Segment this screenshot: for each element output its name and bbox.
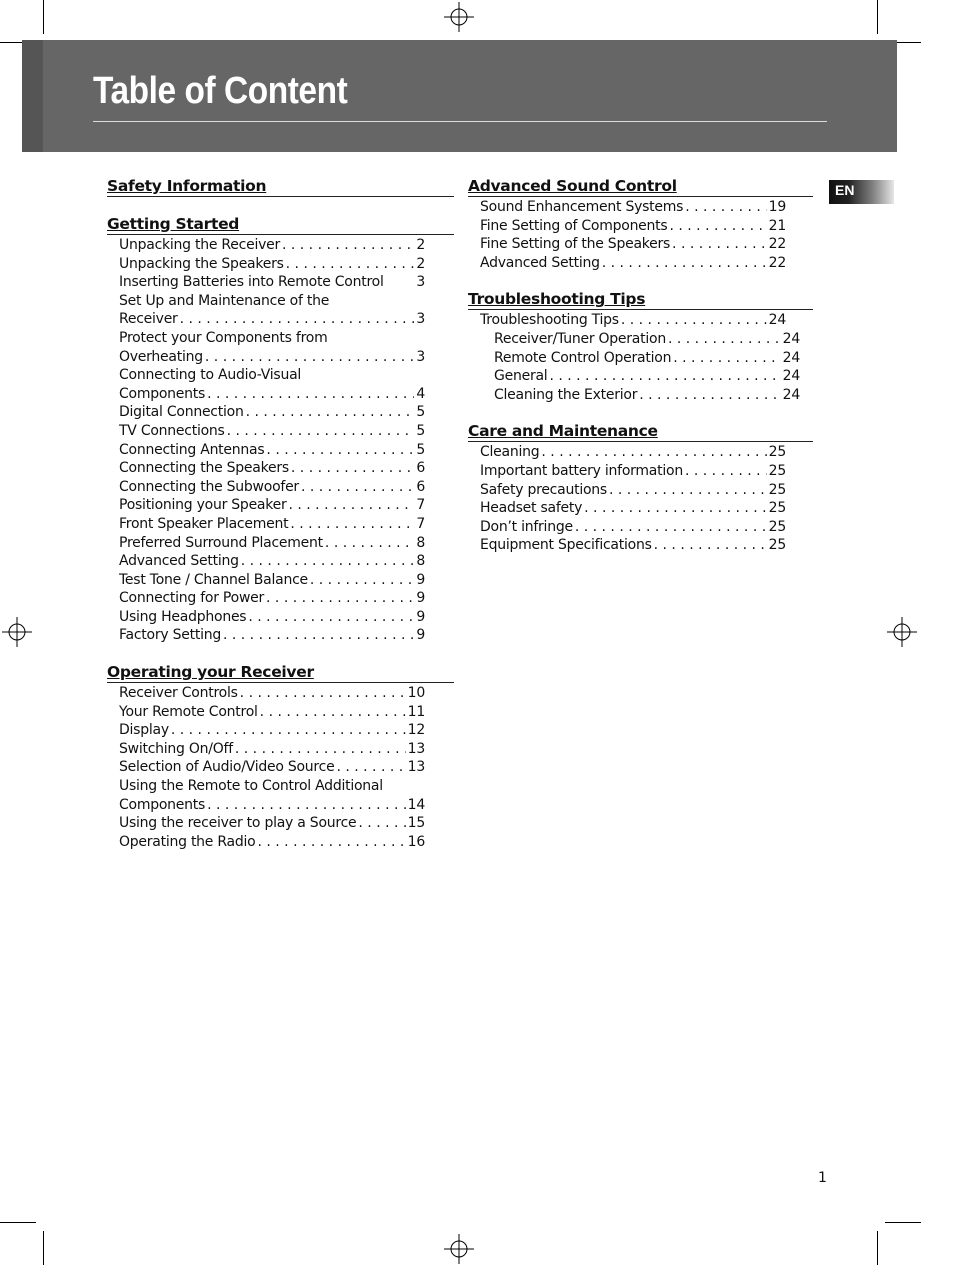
toc-entry-page: 22 [768, 236, 786, 253]
toc-entry[interactable] [119, 385, 425, 404]
toc-entry[interactable] [119, 534, 425, 553]
toc-entry[interactable] [119, 552, 425, 571]
dot-leader [621, 311, 767, 330]
dot-leader [246, 403, 415, 422]
toc-entry[interactable] [119, 478, 425, 497]
toc-entry-list [107, 684, 454, 851]
toc-entry-label: Your Remote Control [119, 703, 258, 720]
toc-entry-page: 5 [416, 422, 425, 439]
toc-entry[interactable] [480, 462, 786, 481]
toc-entry-label: Digital Connection [119, 404, 244, 421]
toc-entry-page: 6 [416, 460, 425, 477]
dot-leader [207, 796, 406, 815]
dot-leader [685, 198, 766, 217]
toc-entry-label: Using the receiver to play a Source [119, 815, 357, 832]
dot-leader [248, 608, 414, 627]
toc-entry-label: Components [119, 385, 206, 402]
dot-leader [207, 385, 414, 404]
registration-mark-icon [887, 617, 917, 647]
dot-leader [386, 273, 415, 292]
toc-entry[interactable] [480, 254, 786, 273]
toc-entry-label: Sound Enhancement Systems [480, 199, 684, 215]
toc-entry-list [107, 236, 454, 645]
toc-entry-page: 19 [768, 199, 786, 215]
toc-entry[interactable] [119, 459, 425, 478]
registration-mark-icon [444, 2, 474, 32]
dot-leader [358, 814, 405, 833]
toc-entry-page: 24 [782, 368, 800, 385]
dot-leader [266, 441, 414, 460]
toc-entry-label: Fine Setting of Components [480, 217, 668, 234]
toc-entry[interactable] [119, 758, 425, 777]
toc-left-column [107, 177, 454, 869]
toc-entry[interactable] [119, 626, 425, 645]
page-number: 1 [818, 1170, 827, 1186]
toc-entry[interactable] [119, 441, 425, 460]
section-heading[interactable]: Advanced Sound Control [468, 177, 813, 197]
toc-section [107, 177, 454, 197]
section-heading[interactable]: Operating your Receiver [107, 663, 454, 683]
dot-leader [240, 684, 406, 703]
toc-entry-page: 14 [407, 796, 425, 813]
toc-section [107, 663, 454, 851]
dot-leader [171, 721, 406, 740]
dot-leader [669, 217, 766, 236]
toc-entry[interactable] [119, 310, 425, 329]
dot-leader [291, 459, 414, 478]
toc-entry[interactable] [119, 403, 425, 422]
toc-entry-list [468, 198, 813, 272]
toc-entry[interactable] [119, 703, 425, 722]
toc-entry-label: Test Tone / Channel Balance [119, 571, 308, 588]
dot-leader [549, 367, 780, 386]
dot-leader [301, 478, 414, 497]
toc-entry-page: 9 [416, 608, 425, 625]
dot-leader [325, 534, 414, 553]
toc-entry-page: 4 [416, 385, 425, 402]
toc-entry[interactable] [480, 367, 800, 386]
header-side-bar [22, 40, 43, 152]
toc-entry[interactable] [480, 481, 786, 500]
dot-leader [282, 236, 414, 255]
dot-leader [336, 758, 405, 777]
toc-entry[interactable] [480, 443, 786, 462]
toc-entry-page: 13 [407, 740, 425, 757]
dot-leader [584, 499, 767, 518]
crop-mark [877, 0, 878, 34]
toc-entry-page: 2 [416, 255, 425, 272]
dot-leader [685, 462, 767, 481]
section-heading[interactable]: Care and Maintenance [468, 422, 813, 442]
toc-entry-page: 9 [416, 571, 425, 588]
toc-entry[interactable] [119, 422, 425, 441]
toc-section [468, 422, 813, 555]
dot-leader [654, 536, 767, 555]
toc-entry-label: Positioning your Speaker [119, 497, 287, 514]
toc-entry-page: 21 [768, 217, 786, 234]
dot-leader [602, 254, 767, 273]
toc-entry-label: TV Connections [119, 422, 225, 439]
toc-entry-page: 3 [416, 311, 425, 328]
toc-entry-label: Connecting to Audio-Visual [119, 367, 302, 384]
toc-entry-label: Inserting Batteries into Remote Control [119, 274, 384, 291]
toc-entry-page: 25 [768, 444, 786, 461]
toc-entry-page: 5 [416, 404, 425, 421]
crop-mark [43, 1231, 44, 1265]
toc-entry[interactable] [119, 496, 425, 515]
dot-leader [257, 833, 405, 852]
toc-entry-page: 12 [407, 722, 425, 739]
toc-entry-label: Important battery information [480, 462, 683, 479]
toc-entry-page: 3 [416, 348, 425, 365]
toc-entry[interactable] [119, 740, 425, 759]
dot-leader [672, 235, 767, 254]
crop-mark [43, 0, 44, 34]
toc-entry-label: Receiver [119, 311, 178, 328]
dot-leader [310, 571, 414, 590]
toc-entry-page: 8 [416, 553, 425, 570]
section-heading[interactable]: Safety Information [107, 177, 454, 197]
toc-entry-label: Don’t infringe [480, 518, 573, 535]
toc-entry-label: General [494, 368, 548, 385]
toc-entry-page: 24 [782, 386, 800, 403]
toc-entry[interactable] [119, 236, 425, 255]
toc-entry[interactable] [119, 796, 425, 815]
toc-entry-label: Fine Setting of the Speakers [480, 236, 671, 253]
toc-entry-label: Unpacking the Receiver [119, 237, 280, 253]
toc-section [107, 215, 454, 645]
toc-entry[interactable] [480, 198, 786, 217]
dot-leader [205, 348, 414, 367]
toc-entry-label: Advanced Setting [119, 553, 239, 570]
registration-mark-icon [444, 1234, 474, 1264]
toc-entry-label: Preferred Surround Placement [119, 534, 323, 551]
toc-entry[interactable] [119, 777, 425, 796]
toc-entry[interactable] [119, 833, 425, 852]
toc-entry[interactable] [119, 608, 425, 627]
toc-entry[interactable] [119, 348, 425, 367]
toc-section [468, 177, 813, 272]
dot-leader [385, 777, 423, 796]
toc-entry-page: 9 [416, 590, 425, 607]
toc-entry-page: 11 [407, 703, 425, 720]
toc-entry-label: Switching On/Off [119, 740, 233, 757]
toc-entry-page: 25 [768, 518, 786, 535]
crop-mark [885, 1222, 921, 1223]
dot-leader [241, 552, 415, 571]
toc-entry-page: 2 [416, 237, 425, 253]
dot-leader [303, 366, 423, 385]
crop-mark [877, 1231, 878, 1265]
dot-leader [290, 515, 414, 534]
toc-entry[interactable] [480, 536, 786, 555]
language-tab [829, 180, 894, 204]
toc-entry-page: 8 [416, 534, 425, 551]
toc-entry-label: Connecting the Speakers [119, 460, 289, 477]
toc-entry-label: Headset safety [480, 500, 583, 517]
dot-leader [331, 292, 423, 311]
toc-entry-page: 25 [768, 537, 786, 554]
toc-entry[interactable] [119, 589, 425, 608]
dot-leader [329, 329, 423, 348]
toc-entry-page: 24 [768, 312, 786, 329]
toc-entry-page: 6 [416, 478, 425, 495]
page-title: Table of Content [93, 70, 348, 112]
dot-leader [223, 626, 414, 645]
toc-entry[interactable] [119, 571, 425, 590]
dot-leader [609, 481, 767, 500]
toc-entry-label: Receiver/Tuner Operation [494, 330, 666, 347]
toc-entry[interactable] [480, 217, 786, 236]
language-tab-label: EN [835, 182, 855, 198]
toc-entry-label: Remote Control Operation [494, 349, 672, 366]
toc-entry-label: Front Speaker Placement [119, 515, 289, 532]
toc-entry[interactable] [480, 518, 786, 537]
toc-entry[interactable] [119, 721, 425, 740]
toc-entry[interactable] [480, 311, 786, 330]
section-heading[interactable]: Getting Started [107, 215, 454, 235]
toc-entry-page: 3 [416, 274, 425, 291]
toc-entry-label: Connecting the Subwoofer [119, 478, 299, 495]
dot-leader [288, 496, 414, 515]
toc-entry-page: 15 [407, 815, 425, 832]
toc-entry-label: Receiver Controls [119, 685, 238, 702]
toc-entry-label: Using the Remote to Control Additional [119, 778, 383, 795]
dot-leader [286, 255, 415, 274]
toc-entry-label: Protect your Components from [119, 329, 328, 346]
toc-entry-page: 25 [768, 481, 786, 498]
toc-entry[interactable] [480, 235, 786, 254]
toc-entry-label: Display [119, 722, 169, 739]
toc-entry-label: Connecting Antennas [119, 441, 265, 458]
toc-entry-page: 25 [768, 500, 786, 517]
toc-entry-page: 5 [416, 441, 425, 458]
toc-entry-label: Components [119, 796, 206, 813]
toc-entry-label: Connecting for Power [119, 590, 265, 607]
toc-entry-page: 24 [782, 330, 800, 347]
toc-entry-list [468, 443, 813, 555]
toc-entry-label: Overheating [119, 348, 203, 365]
toc-section [468, 290, 813, 404]
dot-leader [575, 518, 767, 537]
toc-entry-label: Equipment Specifications [480, 537, 652, 554]
toc-entry[interactable] [119, 814, 425, 833]
toc-right-column [468, 177, 813, 573]
toc-entry-label: Troubleshooting Tips [480, 312, 619, 329]
toc-entry-page: 13 [407, 759, 425, 776]
toc-entry[interactable] [480, 330, 800, 349]
section-heading[interactable]: Troubleshooting Tips [468, 290, 813, 310]
title-rule [93, 121, 827, 122]
toc-entry[interactable] [480, 386, 800, 405]
toc-entry-list [468, 311, 813, 404]
toc-entry[interactable] [480, 349, 800, 368]
toc-entry[interactable] [119, 292, 425, 311]
toc-entry-page: 10 [407, 685, 425, 702]
dot-leader [180, 310, 415, 329]
toc-entry[interactable] [480, 499, 786, 518]
toc-entry-page: 9 [416, 627, 425, 644]
toc-entry-label: Unpacking the Speakers [119, 255, 284, 272]
dot-leader [266, 589, 414, 608]
toc-entry[interactable] [119, 329, 425, 348]
toc-entry-page: 25 [768, 462, 786, 479]
toc-entry[interactable] [119, 255, 425, 274]
dot-leader [673, 349, 780, 368]
toc-entry-label: Operating the Radio [119, 833, 256, 850]
toc-entry-label: Safety precautions [480, 481, 607, 498]
registration-mark-icon [2, 617, 32, 647]
toc-entry[interactable] [119, 684, 425, 703]
toc-entry-page: 16 [407, 833, 425, 850]
toc-entry-label: Cleaning [480, 444, 540, 461]
toc-entry[interactable] [119, 366, 425, 385]
toc-entry-page: 7 [416, 497, 425, 514]
dot-leader [227, 422, 415, 441]
toc-entry-label: Advanced Setting [480, 254, 600, 271]
dot-leader [235, 740, 406, 759]
toc-entry[interactable] [119, 515, 425, 534]
dot-leader [260, 703, 406, 722]
toc-entry-page: 24 [782, 349, 800, 366]
toc-entry-page: 7 [416, 515, 425, 532]
crop-mark [0, 1222, 36, 1223]
toc-entry-label: Using Headphones [119, 608, 247, 625]
dot-leader [639, 386, 780, 405]
toc-entry-label: Set Up and Maintenance of the [119, 292, 330, 309]
toc-entry-page: 22 [768, 254, 786, 271]
toc-entry[interactable] [119, 273, 425, 292]
toc-entry-label: Cleaning the Exterior [494, 386, 638, 403]
toc-entry-label: Selection of Audio/Video Source [119, 759, 335, 776]
dot-leader [668, 330, 781, 349]
toc-entry-label: Factory Setting [119, 627, 221, 644]
dot-leader [541, 443, 766, 462]
